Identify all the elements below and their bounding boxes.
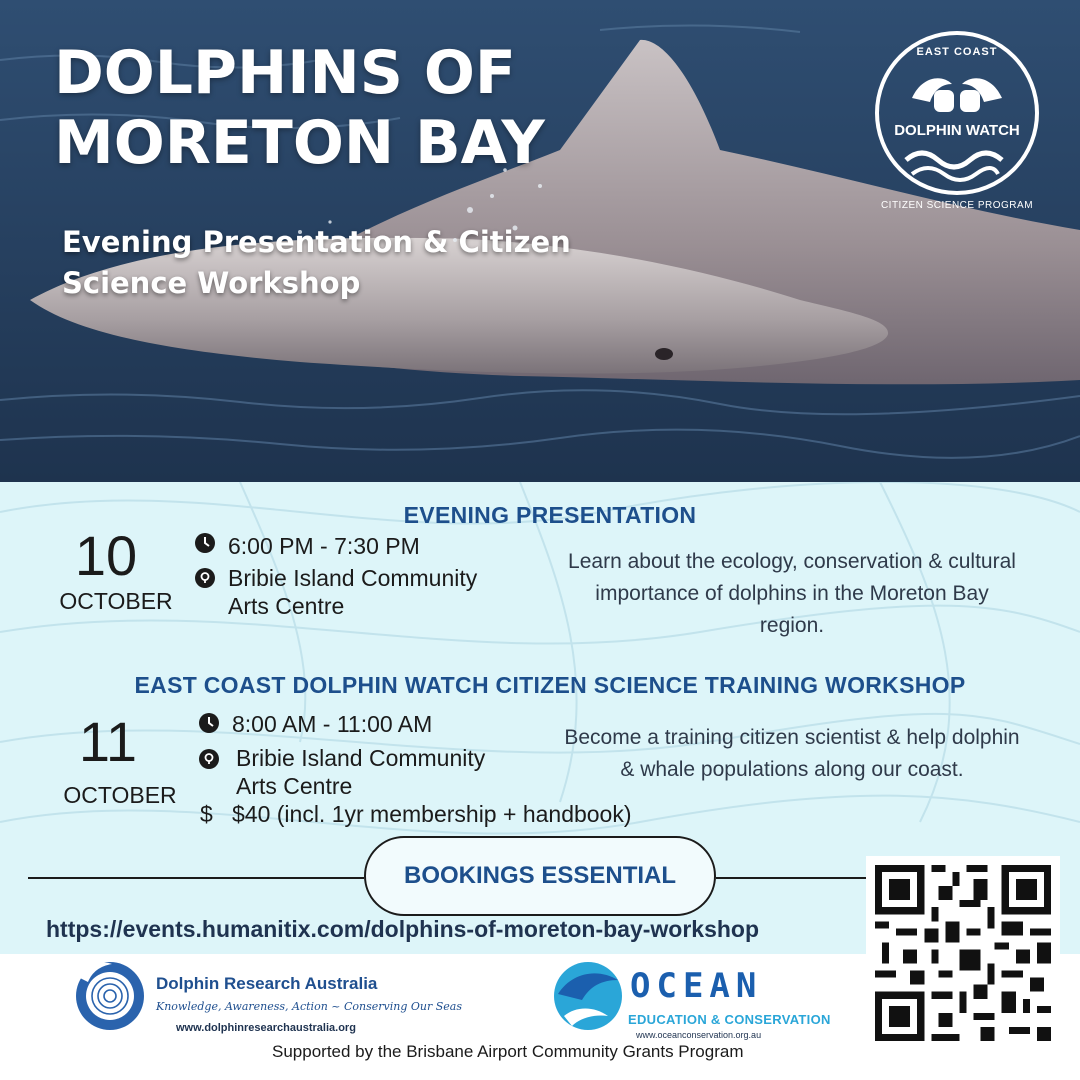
badge-bottom-text: CITIZEN SCIENCE PROGRAM <box>880 200 1034 211</box>
dolphin-watch-logo <box>872 28 1042 213</box>
page-title: DOLPHINS OF MORETON BAY <box>54 38 545 178</box>
event1-description: Learn about the ecology, conservation & cultural importance of dolphins in the Moreton Bay region. <box>568 550 1016 637</box>
ocean-logo-text: OCEAN <box>630 966 763 1006</box>
dra-name: Dolphin Research Australia <box>156 974 378 993</box>
location-pin-icon <box>194 567 216 589</box>
event2-price: $40 (incl. 1yr membership + handbook) <box>232 801 632 827</box>
ocean-logo-subtitle: EDUCATION & CONSERVATION <box>628 1012 831 1027</box>
event2-month: OCTOBER <box>63 782 177 808</box>
event1-heading: EVENING PRESENTATION <box>403 502 697 528</box>
event1-time: 6:00 PM - 7:30 PM <box>228 533 420 559</box>
dra-url-link[interactable]: www.dolphinresearchaustralia.org <box>176 1022 356 1034</box>
clock-icon <box>198 712 220 734</box>
event1-day: 10 <box>74 524 138 587</box>
event1-venue-line2: Arts Centre <box>228 593 345 619</box>
hero-photo <box>0 0 1080 482</box>
ocean-education-logo <box>546 954 636 1040</box>
event2-time: 8:00 AM - 11:00 AM <box>232 711 433 737</box>
event1-month: OCTOBER <box>59 588 173 614</box>
badge-top-text: EAST COAST <box>916 46 998 58</box>
ocean-url-link[interactable]: www.oceanconservation.org.au <box>636 1030 762 1040</box>
event2-venue-line1: Bribie Island Community <box>236 745 486 771</box>
qr-code[interactable] <box>866 856 1060 1050</box>
bookings-essential-button[interactable]: BOOKINGS ESSENTIAL <box>364 836 716 916</box>
dra-tagline: Knowledge, Awareness, Action ~ Conserving Our Seas <box>156 1000 462 1013</box>
divider-right <box>716 877 866 879</box>
event2-heading: EAST COAST DOLPHIN WATCH CITIZEN SCIENCE TRAINING WORKSHOP <box>134 672 966 698</box>
event1-venue-line1: Bribie Island Community <box>228 565 478 591</box>
clock-icon <box>194 532 216 554</box>
grant-support-text: Supported by the Brisbane Airport Community Grants Program <box>272 1042 744 1061</box>
booking-url-link[interactable]: https://events.humanitix.com/dolphins-of-moreton-bay-workshop <box>46 916 760 942</box>
divider-left <box>28 877 364 879</box>
event-details <box>0 482 1080 1080</box>
event2-description: Become a training citizen scientist & help dolphin & whale populations along our coast. <box>564 726 1020 781</box>
event2-venue-line2: Arts Centre <box>236 773 353 799</box>
event2-day: 11 <box>78 710 138 773</box>
dollar-icon: $ <box>200 801 213 827</box>
dolphin-research-australia-logo <box>72 958 148 1034</box>
page-subtitle: Evening Presentation & Citizen Science Workshop <box>62 225 571 300</box>
badge-main-text: DOLPHIN WATCH <box>894 122 1020 139</box>
location-pin-icon <box>198 748 220 770</box>
